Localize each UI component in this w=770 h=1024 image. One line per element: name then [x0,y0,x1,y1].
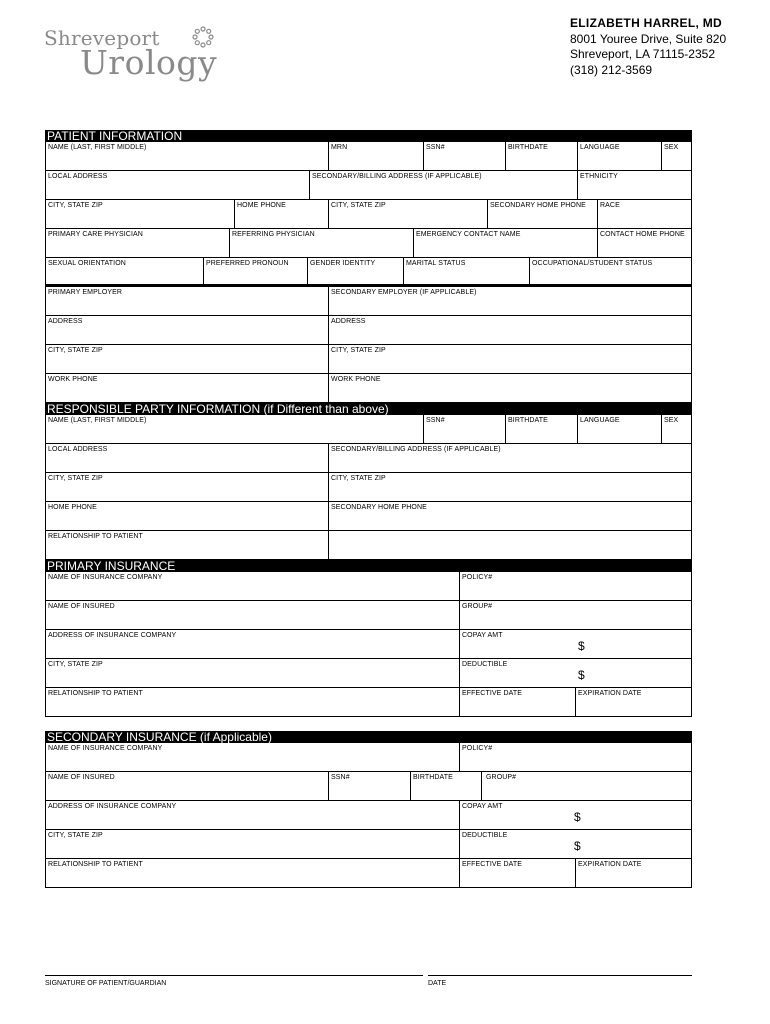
gender-identity-field[interactable]: GENDER IDENTITY [308,258,404,284]
responsible-language-field[interactable]: LANGUAGE [578,415,662,443]
primary-relationship-field[interactable]: RELATIONSHIP TO PATIENT [46,688,460,716]
secondary-policy-field[interactable]: POLICY# [462,745,493,752]
secondary-birthdate-field[interactable]: BIRTHDATE [411,772,482,800]
marital-status-field[interactable]: MARITAL STATUS [404,258,530,284]
form-row [45,801,692,830]
secondary-insurance-address-field[interactable]: ADDRESS OF INSURANCE COMPANY [46,801,460,829]
form-row [45,659,692,688]
form-row [45,572,692,601]
registration-form [45,130,692,888]
primary-effective-date-field[interactable]: EFFECTIVE DATE [460,688,576,716]
doctor-address-2: Shreveport, LA 71115-2352 [570,47,715,61]
secondary-employer-city-field[interactable]: CITY, STATE ZIP [331,347,386,354]
primary-copay-label: COPAY AMT [462,632,503,639]
mrn-field[interactable]: MRN [329,142,424,170]
form-row [45,743,692,772]
referring-physician-field[interactable]: REFERRING PHYSICIAN [230,229,414,257]
ssn-field[interactable]: SSN# [424,142,506,170]
secondary-employer-field[interactable]: SECONDARY EMPLOYER (IF APPLICABLE) [331,289,477,296]
doctor-phone: (318) 212-3569 [570,62,653,77]
secondary-employer-address-field[interactable]: ADDRESS [331,318,366,325]
secondary-copay-field[interactable] [460,801,691,829]
form-row [45,287,692,316]
primary-care-physician-field[interactable]: PRIMARY CARE PHYSICIAN [46,229,230,257]
form-row [45,531,692,560]
form-row [45,859,692,888]
responsible-secondary-address-field[interactable]: SECONDARY/BILLING ADDRESS (IF APPLICABLE) [331,446,501,453]
primary-insurance-company-field[interactable]: NAME OF INSURANCE COMPANY [46,572,460,600]
signature-line[interactable] [45,975,423,976]
form-row [45,473,692,502]
form-row [45,200,692,229]
ethnicity-field[interactable]: ETHNICITY [580,173,618,180]
sexual-orientation-field[interactable]: SEXUAL ORIENTATION [46,258,204,284]
emergency-contact-field[interactable]: EMERGENCY CONTACT NAME [414,229,598,257]
work-phone-field[interactable]: WORK PHONE [46,374,329,402]
form-row [45,444,692,473]
secondary-effective-date-field[interactable]: EFFECTIVE DATE [460,859,576,887]
secondary-insurance-company-field[interactable]: NAME OF INSURANCE COMPANY [46,743,460,771]
form-row [45,316,692,345]
doctor-contact [570,16,726,78]
primary-policy-field[interactable]: POLICY# [462,574,493,581]
secondary-work-phone-field[interactable]: WORK PHONE [331,376,381,383]
form-row [45,258,692,287]
preferred-pronoun-field[interactable]: PREFERRED PRONOUN [204,258,308,284]
section-header-patient: PATIENT INFORMATION [45,130,692,142]
responsible-secondary-phone-field[interactable]: SECONDARY HOME PHONE [331,504,427,511]
section-header-primary-insurance: PRIMARY INSURANCE [45,560,692,572]
primary-insurance-address-field[interactable]: ADDRESS OF INSURANCE COMPANY [46,630,460,658]
section-header-responsible: RESPONSIBLE PARTY INFORMATION (if Different than above) [45,403,692,415]
local-address-field[interactable]: LOCAL ADDRESS [46,171,310,199]
form-row [45,374,692,403]
patient-name-field[interactable]: NAME (LAST, FIRST MIDDLE) [46,142,329,170]
responsible-sex-field[interactable]: SEX [664,417,679,424]
sex-field[interactable]: SEX [664,144,679,151]
secondary-deductible-label: DEDUCTIBLE [462,832,508,839]
contact-home-phone-field[interactable]: CONTACT HOME PHONE [600,231,685,238]
language-field[interactable]: LANGUAGE [578,142,662,170]
form-row [45,630,692,659]
secondary-relationship-field[interactable]: RELATIONSHIP TO PATIENT [46,859,460,887]
section-header-secondary-insurance: SECONDARY INSURANCE (if Applicable) [45,731,692,743]
secondary-copay-dollar: $ [574,810,581,824]
occupational-status-field[interactable]: OCCUPATIONAL/STUDENT STATUS [532,260,653,267]
responsible-relationship-field[interactable]: RELATIONSHIP TO PATIENT [46,531,329,559]
secondary-ssn-field[interactable]: SSN# [329,772,411,800]
form-row [45,772,692,801]
primary-deductible-label: DEDUCTIBLE [462,661,508,668]
secondary-insurance-city-field[interactable]: CITY, STATE ZIP [46,830,460,858]
secondary-expiration-date-field[interactable]: EXPIRATION DATE [578,861,642,868]
secondary-copay-label: COPAY AMT [462,803,503,810]
practice-logo [44,24,218,84]
employer-address-field[interactable]: ADDRESS [46,316,329,344]
form-row [45,830,692,859]
primary-expiration-date-field[interactable]: EXPIRATION DATE [578,690,642,697]
secondary-home-phone-field[interactable]: SECONDARY HOME PHONE [488,200,598,228]
form-row [45,345,692,374]
date-line[interactable] [428,975,692,976]
primary-deductible-field[interactable] [460,659,691,687]
logo-line-2: Urology [80,43,218,82]
logo-line-1: Shreveport [44,26,160,50]
primary-insurance-city-field[interactable]: CITY, STATE ZIP [46,659,460,687]
secondary-address-field[interactable]: SECONDARY/BILLING ADDRESS (IF APPLICABLE) [310,171,578,199]
form-row [45,142,692,171]
home-phone-field[interactable]: HOME PHONE [235,200,329,228]
primary-deductible-dollar: $ [578,668,585,682]
secondary-deductible-field[interactable] [460,830,691,858]
responsible-secondary-city-field[interactable]: CITY, STATE ZIP [331,475,386,482]
form-row [45,171,692,200]
form-row [45,502,692,531]
responsible-home-phone-field[interactable]: HOME PHONE [46,502,329,530]
responsible-ssn-field[interactable]: SSN# [424,415,506,443]
secondary-city-field[interactable]: CITY, STATE ZIP [329,200,488,228]
form-row [45,601,692,630]
responsible-local-address-field[interactable]: LOCAL ADDRESS [46,444,329,472]
doctor-address-1: 8001 Youree Drive, Suite 820 [570,31,727,46]
city-state-zip-field[interactable]: CITY, STATE ZIP [46,200,235,228]
race-field[interactable]: RACE [600,202,620,209]
form-row [45,229,692,258]
primary-copay-field[interactable] [460,630,691,658]
date-label: DATE [428,980,447,987]
signature-label: SIGNATURE OF PATIENT/GUARDIAN [45,980,167,987]
secondary-group-field[interactable]: GROUP# [486,774,517,781]
birthdate-field[interactable]: BIRTHDATE [506,142,578,170]
employer-city-field[interactable]: CITY, STATE ZIP [46,345,329,373]
primary-employer-field[interactable]: PRIMARY EMPLOYER [46,287,329,315]
form-row [45,688,692,717]
doctor-name: ELIZABETH HARREL, MD [570,16,722,30]
responsible-blank-field[interactable] [329,531,691,559]
form-row [45,415,692,444]
responsible-birthdate-field[interactable]: BIRTHDATE [506,415,578,443]
primary-copay-dollar: $ [578,639,585,653]
secondary-deductible-dollar: $ [574,839,581,853]
responsible-city-field[interactable]: CITY, STATE ZIP [46,473,329,501]
primary-group-field[interactable]: GROUP# [462,603,493,610]
responsible-name-field[interactable]: NAME (LAST, FIRST MIDDLE) [46,415,424,443]
primary-insured-name-field[interactable]: NAME OF INSURED [46,601,460,629]
secondary-insured-name-field[interactable]: NAME OF INSURED [46,772,329,800]
